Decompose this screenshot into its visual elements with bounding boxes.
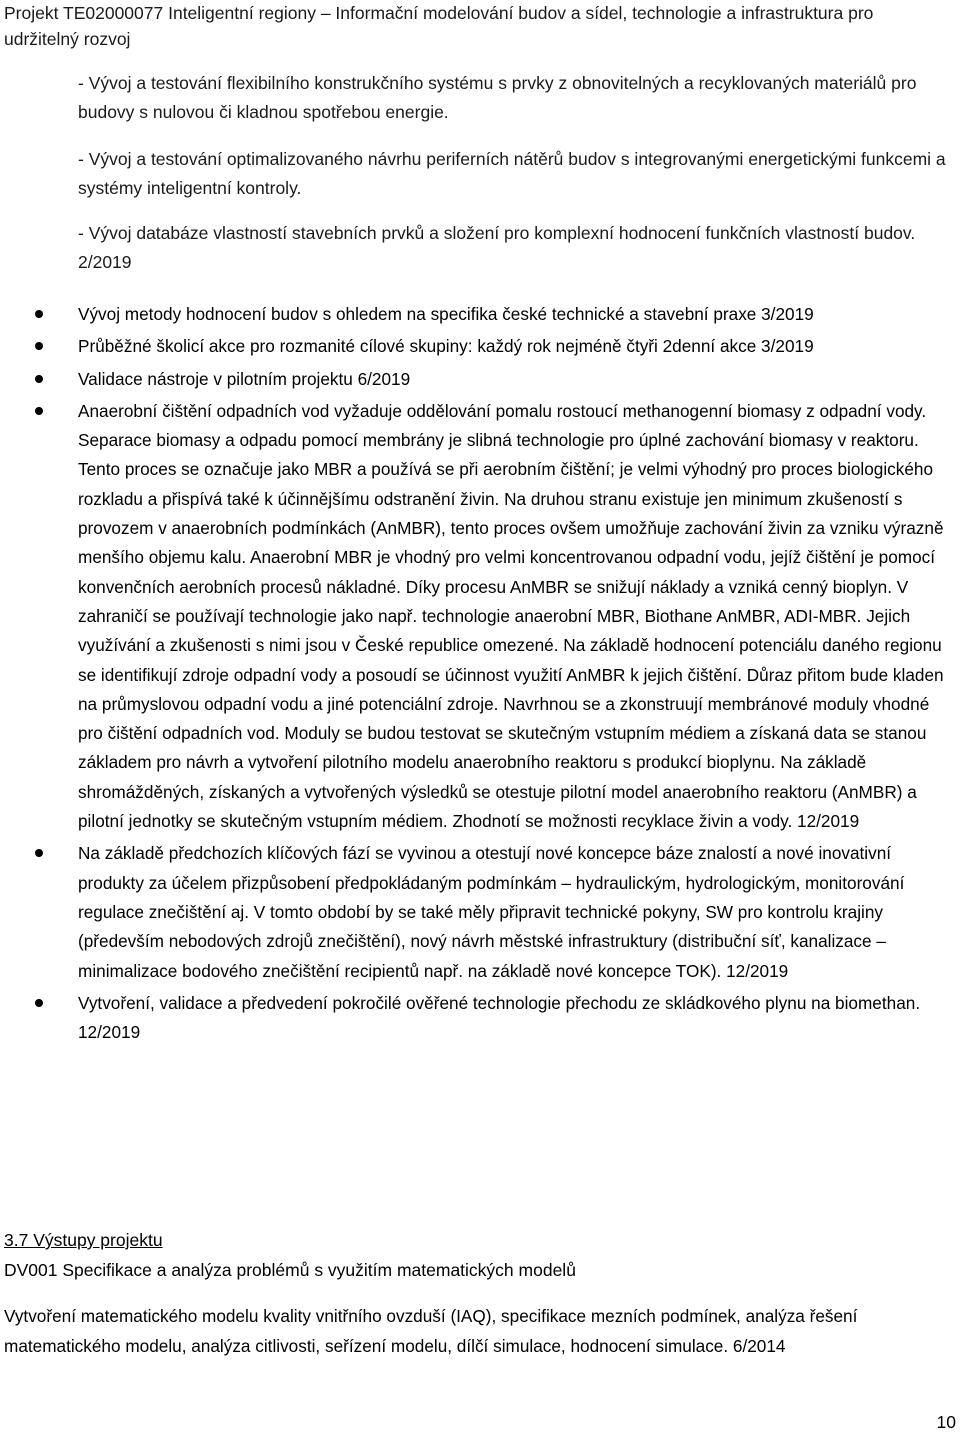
bullet-item: [0, 397, 960, 836]
bullet-item: [0, 839, 960, 985]
bullet-text: Průběžné školicí akce pro rozmanité cílové skupiny: každý rok nejméně čtyři 2denní akce 3/2019: [78, 336, 814, 357]
bullet-dot-icon: [35, 407, 43, 415]
section-heading: 3.7 Výstupy projektu: [4, 1230, 163, 1250]
bullet-text: Validace nástroje v pilotním projektu 6/2019: [78, 368, 411, 389]
bullet-dot-icon: [35, 310, 43, 318]
deliverable-title: DV001 Specifikace a analýza problémů s využitím matematických modelů: [4, 1260, 576, 1280]
dash-item: - Vývoj a testování optimalizovaného návrhu periferních nátěrů budov s integrovanými energetickými funkcemi a systémy inteligentní kontroly.: [78, 149, 946, 198]
bullet-list: [0, 300, 960, 1050]
bullet-item: [0, 332, 960, 361]
deliverable-description: Vytvoření matematického modelu kvality vnitřního ovzduší (IAQ), specifikace mezních podmínek, analýza řešení matematického modelu, analýza citlivosti, seřízení modelu, dílčí simulace, hodnocení simulace. 6/2014: [4, 1306, 858, 1356]
dash-item: - Vývoj a testování flexibilního konstrukčního systému s prvky z obnovitelných a recyklovaných materiálů pro budovy s nulovou či kladnou spotřebou energie.: [78, 73, 917, 122]
bullet-dot-icon: [35, 375, 43, 383]
bullet-item: [0, 989, 960, 1048]
bullet-dot-icon: [35, 849, 43, 857]
bullet-item: [0, 365, 960, 394]
page-header: Projekt TE02000077 Inteligentní regiony – Informační modelování budov a sídel, technologie a infrastruktura pro udržitelný rozvoj: [4, 3, 874, 49]
dash-item: - Vývoj databáze vlastností stavebních prvků a složení pro komplexní hodnocení funkčních vlastností budov. 2/2019: [78, 223, 916, 272]
bullet-text: Na základě předchozích klíčových fází se vyvinou a otestují nové koncepce báze znalostí a nové inovativní produkty za účelem přizpůsobení předpokládaným podmínkám – hydraulickým, hydrologickým, monitorování regulace znečištění aj. V tomto období by se také měly připravit technické pokyny, SW pro kontrolu krajiny (především nebodových zdrojů znečištění), nový návrh městské infrastruktury (distribuční síť, kanalizace – minimalizace bodového znečištění recipientů např. na základě nové koncepce TOK). 12/2019: [78, 843, 905, 981]
bullet-dot-icon: [35, 342, 43, 350]
bullet-text: Vývoj metody hodnocení budov s ohledem na specifika české technické a stavební praxe 3/2019: [78, 304, 814, 324]
bullet-text: Vytvoření, validace a předvedení pokročilé ověřené technologie přechodu ze skládkového plynu na biomethan. 12/2019: [78, 992, 921, 1043]
bullet-dot-icon: [35, 999, 43, 1007]
page-number: 10: [936, 1412, 956, 1432]
bullet-item: [0, 300, 960, 329]
bullet-text: Anaerobní čištění odpadních vod vyžaduje oddělování pomalu rostoucí methanogenní biomasy z odpadní vody. Separace biomasy a odpadu pomocí membrány je slibná technologie pro úplné zachování biomasy v reaktoru. Tento proces se označuje jako MBR a používá se při aerobním čištění; je velmi výhodný pro proces biologického rozkladu a přispívá také k účinnějšímu odstranění živin. Na druhou stranu existuje jen minimum zkušeností s provozem v anaerobních podmínkách (AnMBR), tento proces ovšem umožňuje zachování živin za vzniku výrazně menšího objemu kalu. Anaerobní MBR je vhodný pro velmi koncentrovanou odpadní vodu, jejíž čištění je pomocí konvenčních aerobních procesů nákladné. Díky procesu AnMBR se snižují náklady a vzniká cenný bioplyn. V zahraničí se používají technologie jako např. technologie anaerobní MBR, Biothane AnMBR, ADI-MBR. Jejich využívání a zkušenosti s nimi jsou v České republice omezené. Na základě hodnocení potenciálu daného regionu se identifikují zdroje odpadní vody a posoudí se účinnost využití AnMBR k jejich čištění. Důraz přitom bude kladen na průmyslovou odpadní vodu a jiné potenciální zdroje. Navrhnou se a zkonstruují membránové moduly vhodné pro čištění odpadních vod. Moduly se budou testovat se skutečným vstupním médiem a získaná data se stanou základem pro návrh a vytvoření pilotního modelu anaerobního reaktoru s produkcí bioplynu. Na základě shromážděných, získaných a vytvořených výsledků se otestuje pilotní model anaerobního reaktoru (AnMBR) a pilotní jednotky se skutečným vstupním médiem. Zhodnotí se možnosti recyklace živin a vody. 12/2019: [78, 400, 944, 832]
